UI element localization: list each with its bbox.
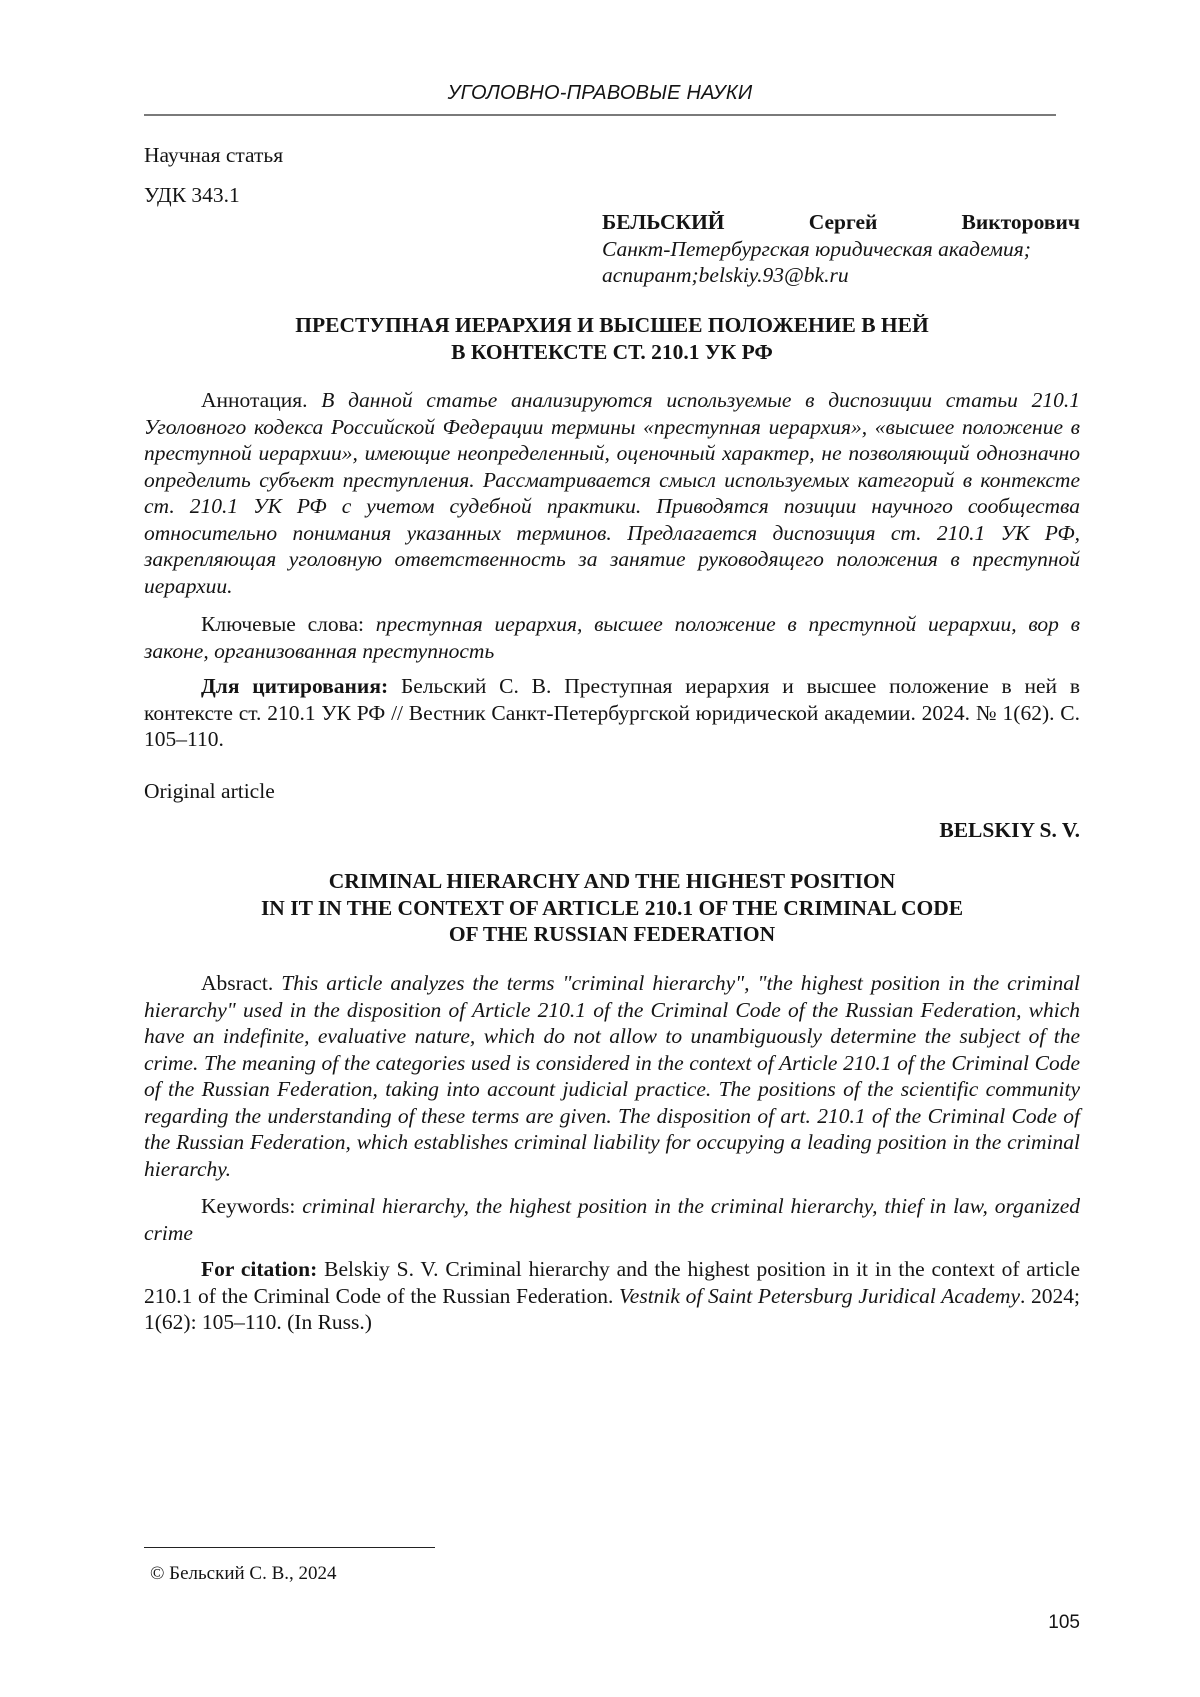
title-en-line-3: OF THE RUSSIAN FEDERATION — [448, 922, 776, 946]
abstract-en-label: Absract. — [201, 971, 274, 995]
abstract-ru-label: Аннотация. — [201, 388, 308, 412]
page-number: 105 — [1048, 1612, 1080, 1633]
author-name-en: BELSKIY S. V. — [939, 818, 1080, 842]
citation-en-label: For citation: — [201, 1257, 318, 1281]
article-type-en: Original article — [144, 779, 275, 803]
article-type-ru: Научная статья — [144, 143, 284, 167]
running-head: УГОЛОВНО-ПРАВОВЫЕ НАУКИ — [447, 82, 753, 104]
keywords-ru-text: преступная иерархия, высшее положение в преступной иерархии, вор в законе, организованная преступность — [144, 612, 1081, 663]
title-en-line-2: IN IT IN THE CONTEXT OF ARTICLE 210.1 OF THE CRIMINAL CODE — [260, 895, 964, 920]
citation-en — [144, 1256, 1080, 1336]
keywords-en-label: Keywords: — [201, 1194, 296, 1218]
author-affiliation: Санкт-Петербургская юридическая академия; аспирант;belskiy.93@bk.ru — [602, 236, 1031, 287]
abstract-ru — [144, 387, 1080, 599]
abstract-ru-text: В данной статье анализируются используемые в диспозиции статьи 210.1 Уголовного кодекса Российской Федерации термины «преступная иерархия», «высшее положение в преступной иерархии», имеющие неопределенный, оценочный характер, не позволяющий однозначно определить субъект преступления. Рассматривается смысл используемых категорий в контексте ст. 210.1 УК РФ с учетом судебной практики. Приводятся позиции научного сообщества относительно понимания указанных терминов. Предлагается диспозиция ст. 210.1 УК РФ, закрепляющая уголовную ответственность за занятие руководящего положения в преступной иерархии. — [144, 388, 1081, 598]
author-given-name: Сергей — [808, 210, 878, 234]
keywords-ru — [144, 611, 1080, 664]
article-title-en — [144, 868, 1080, 948]
udk-code: УДК 343.1 — [144, 183, 240, 207]
citation-ru-label: Для цитирования: — [201, 674, 389, 698]
title-en-line-1: CRIMINAL HIERARCHY AND THE HIGHEST POSITION — [328, 869, 896, 893]
citation-en-journal: Vestnik of Saint Petersburg Juridical Academy — [619, 1283, 1020, 1308]
abstract-en-text: This article analyzes the terms "criminal hierarchy", "the highest position in the criminal hierarchy" used in the disposition of Article 210.1 of the Criminal Code of the Russian Federation, which have an indefinite, evaluative nature, which do not allow to unambiguously determine the subject of the crime. The meaning of the categories used is considered in the context of Article 210.1 of the Criminal Code of the Russian Federation, taking into account judicial practice. The positions of the scientific community regarding the understanding of these terms are given. The disposition of art. 210.1 of the Criminal Code of the Russian Federation, which establishes criminal liability for occupying a leading position in the criminal hierarchy. — [144, 971, 1080, 1181]
author-block-ru — [602, 209, 1080, 289]
footnote-divider — [144, 1547, 435, 1548]
keywords-en — [144, 1193, 1080, 1246]
citation-ru-text: Бельский С. В. Преступная иерархия и высшее положение в ней в контексте ст. 210.1 УК РФ // Вестник Санкт-Петербургской юридической академии. 2024. № 1(62). С. 105–110. — [144, 674, 1081, 751]
copyright-note: © Бельский С. В., 2024 — [150, 1563, 337, 1584]
author-name-ru — [602, 209, 1080, 236]
title-ru-line-1: ПРЕСТУПНАЯ ИЕРАРХИЯ И ВЫСШЕЕ ПОЛОЖЕНИЕ В НЕЙ — [295, 313, 929, 337]
citation-ru — [144, 673, 1080, 753]
header-divider — [144, 114, 1056, 116]
citation-en-text: Belskiy S. V. Criminal hierarchy and the highest position in it in the context of article 210.1 of the Criminal Code of the Russian Federation. — [144, 1257, 1081, 1308]
keywords-ru-label: Ключевые слова: — [201, 612, 364, 636]
author-patronymic: Викторович — [961, 210, 1080, 234]
title-ru-line-2: В КОНТЕКСТЕ СТ. 210.1 УК РФ — [451, 339, 773, 364]
citation-en-tail: . 2024; 1(62): 105–110. (In Russ.) — [144, 1283, 1081, 1334]
article-title-ru — [144, 312, 1080, 365]
keywords-en-text: criminal hierarchy, the highest position in the criminal hierarchy, thief in law, organized crime — [144, 1194, 1081, 1245]
abstract-en — [144, 970, 1080, 1182]
author-surname: БЕЛЬСКИЙ — [602, 210, 725, 234]
